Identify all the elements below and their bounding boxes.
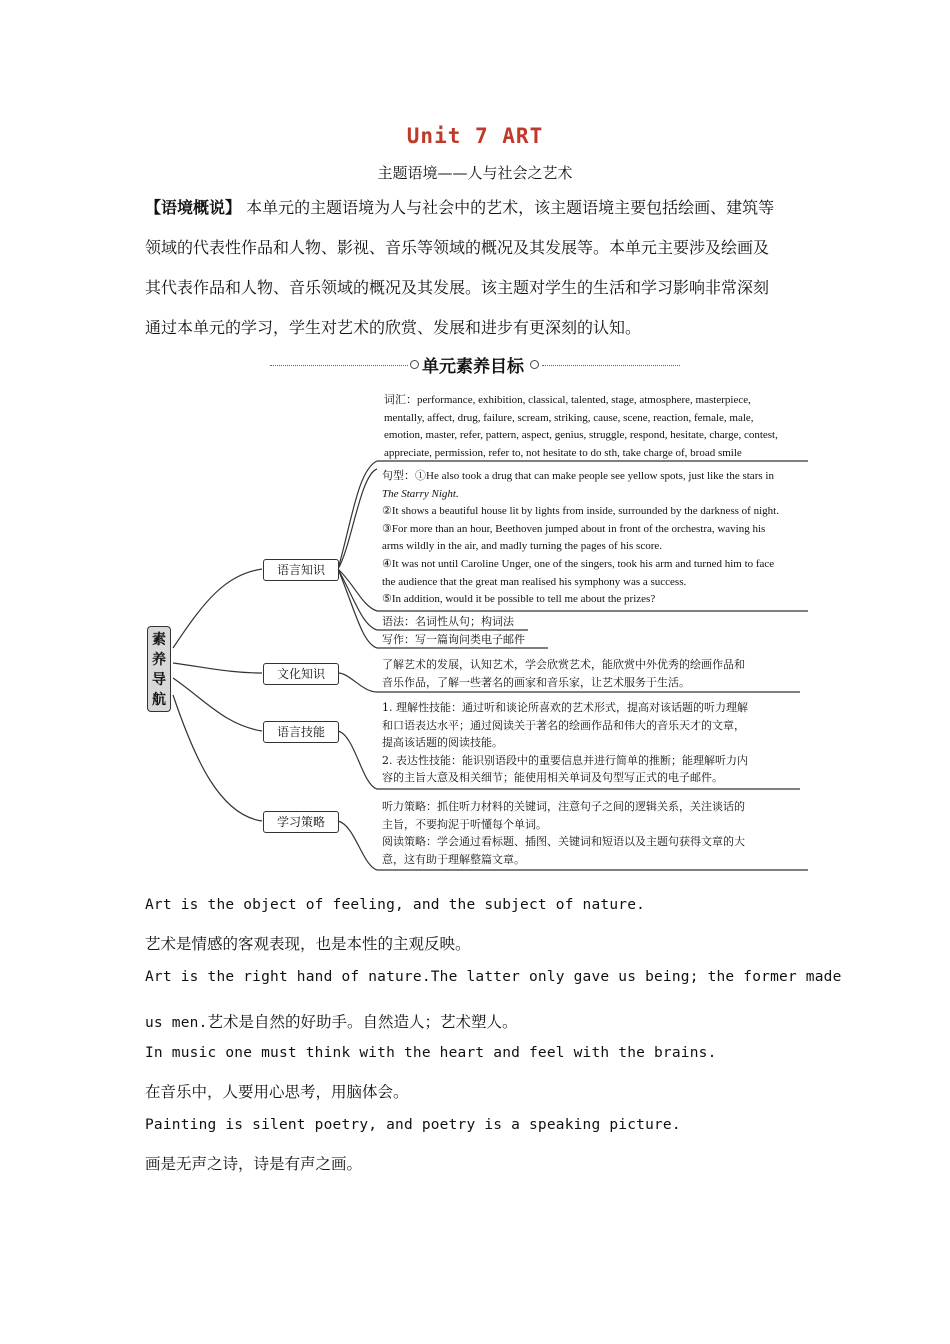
branch-language-knowledge: 语言知识 [263,559,339,581]
quote-cn: 艺术是情感的客观表现，也是本性的主观反映。 [145,935,471,953]
vocab-line: mentally, affect, drug, failure, scream, striking, cause, scene, reaction, female, male, [384,411,754,424]
root-char: 素 [152,632,166,648]
overview-line: 领域的代表性作品和人物、影视、音乐等领域的概况及其发展等。本单元主要涉及绘画及 [145,238,770,257]
strategy-line: 阅读策略：学会通过看标题、插图、关键词和短语以及主题句获得文章的大 [382,835,745,849]
overview-text: 本单元的主题语境为人与社会中的艺术，该主题语境主要包括绘画、建筑等 [246,198,775,217]
quote-cn: 在音乐中，人要用心思考，用脑体会。 [145,1083,409,1101]
grammar-item: 语法：名词性从句；构词法 [382,615,514,628]
overview-line: 其代表作品和人物、音乐领域的概况及其发展。该主题对学生的生活和学习影响非常深刻 [145,278,770,297]
skills-line: 提高该话题的阅读技能。 [382,736,503,750]
strategy-block [382,798,812,868]
sentence-line: ④It was not until Caroline Unger, one of the singers, took his arm and turned him to face [382,557,775,570]
quote-en: Art is the object of feeling, and the subject of nature. [145,897,646,913]
sentence-line: arms wildly in the air, and madly turning the pages of his score. [382,540,662,553]
sentence-block [382,468,814,609]
root-char: 养 [152,652,166,668]
sentence-line: the audience that the great man realised his symphony was a success. [382,575,687,588]
sentence-line: ③For more than an hour, Beethoven jumped about in front of the orchestra, waving his [382,522,766,535]
branch-learning-strategy: 学习策略 [263,811,339,833]
vocab-line: emotion, master, refer, pattern, aspect, genius, struggle, respond, hesitate, charge, contest, [384,429,778,442]
vocab-line: 词汇：performance, exhibition, classical, talented, stage, atmosphere, masterpiece, [384,394,751,406]
quote-line-mixed [145,1010,518,1032]
section-title: 单元素养目标 [422,357,524,377]
culture-line: 了解艺术的发展，认知艺术，学会欣赏艺术，能欣赏中外优秀的绘画作品和 [382,658,745,671]
quote-en-continued: us men. [145,1015,208,1031]
vocab-block [384,392,814,462]
strategy-line: 主旨，不要拘泥于听懂每个单词。 [382,817,547,831]
branch-language-skills: 语言技能 [263,721,339,743]
strategy-line: 听力策略：抓住听力材料的关键词，注意句子之间的逻辑关系，关注谈话的 [382,800,745,813]
strategy-line: 意，这有助于理解整篇文章。 [382,852,525,866]
branch-culture-knowledge: 文化知识 [263,663,339,685]
culture-block [382,656,812,691]
skills-line: 和口语表达水平；通过阅读关于著名的绘画作品和伟大的音乐天才的文章， [382,718,745,732]
sentence-line: 句型：①He also took a drug that can make people see yellow spots, just like the stars in [382,470,774,482]
page-subtitle: 主题语境——人与社会之艺术 [377,164,573,182]
sentence-line: The Starry Night. [382,487,459,500]
skills-line: 2. 表达性技能：能识别语段中的重要信息并进行简单的推断；能理解听力内 [382,753,748,767]
sentence-line: ②It shows a beautiful house lit by lights from inside, surrounded by the darkness of night. [382,505,779,518]
culture-line: 音乐作品，了解一些著名的画家和音乐家，让艺术服务于生活。 [382,675,690,689]
quote-cn: 艺术是自然的好助手。自然造人；艺术塑人。 [207,1013,518,1031]
mindmap-root [147,626,171,712]
page-title: Unit 7 ART [406,124,544,148]
quote-en: Painting is silent poetry, and poetry is a speaking picture. [145,1117,681,1133]
skills-line: 1. 理解性技能：通过听和谈论所喜欢的艺术形式，提高对该话题的听力理解 [382,701,748,714]
sentence-line: ⑤In addition, would it be possible to tell me about the prizes? [382,593,656,606]
writing-item: 写作：写一篇询问类电子邮件 [382,633,525,646]
skills-line: 容的主旨大意及相关细节；能使用相关单词及句型写正式的电子邮件。 [382,771,723,785]
quote-en: Art is the right hand of nature.The latter only gave us being; the former made [145,969,842,985]
root-char: 导 [152,672,166,688]
quote-cn: 画是无声之诗，诗是有声之画。 [145,1155,363,1173]
skills-block [382,699,812,787]
quote-en: In music one must think with the heart and feel with the brains. [145,1045,717,1061]
overview-tag: 【语境概说】 [145,198,242,217]
vocab-line: appreciate, permission, refer to, not hesitate to do sth, take charge of, broad smile [384,446,742,459]
overview-line: 通过本单元的学习，学生对艺术的欣赏、发展和进步有更深刻的认知。 [145,318,642,337]
root-char: 航 [152,692,166,708]
